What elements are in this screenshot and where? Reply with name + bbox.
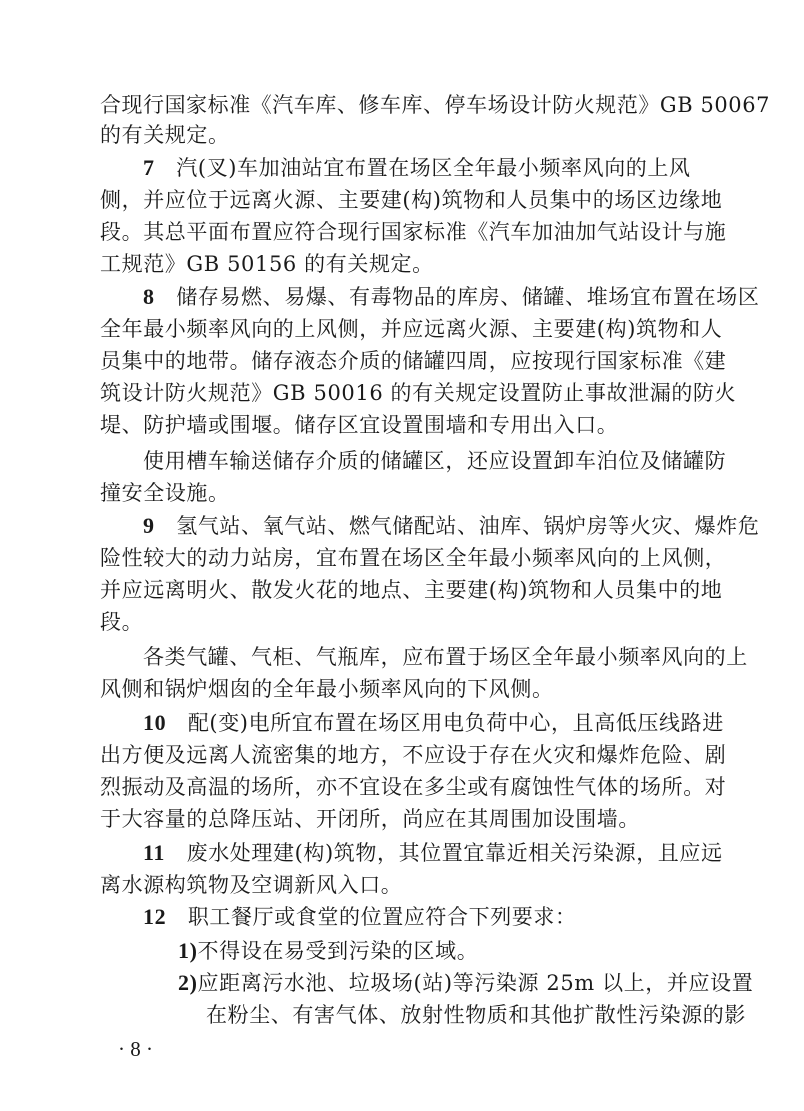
text-line: 的有关规定。 [100,123,230,147]
text-line: 各类气罐、气柜、气瓶库，应布置于场区全年最小频率风向的上 [143,645,748,669]
text-line: 全年最小频率风向的上风侧，并应远离火源、主要建(构)筑物和人 [100,317,723,341]
text-line: 筑设计防火规范》GB 50016 的有关规定设置防止事故泄漏的防火 [100,381,737,405]
text-line: 在粉尘、有害气体、放射性物质和其他扩散性污染源的影 [206,1003,746,1027]
text-line: 使用槽车输送储存介质的储罐区，还应设置卸车泊位及储罐防 [143,449,727,473]
text-line: 段。其总平面布置应符合现行国家标准《汽车加油加气站设计与施 [100,220,727,244]
text-line: 险性较大的动力站房，宜布置在场区全年最小频率风向的上风侧， [100,546,727,570]
text-line: 工规范》GB 50156 的有关规定。 [100,252,434,276]
text-line: 风侧和锅炉烟囱的全年最小频率风向的下风侧。 [100,677,554,701]
clause-11: 11 废水处理建(构)筑物，其位置宜靠近相关污染源，且应远 [143,840,723,865]
text-line: 段。 [100,610,144,634]
text-line: 员集中的地带。储存液态介质的储罐四周，应按现行国家标准《建 [100,349,727,373]
text-line: 并应远离明火、散发火花的地点、主要建(构)筑物和人员集中的地 [100,578,723,602]
text-line: 烈振动及高温的场所，亦不宜设在多尘或有腐蚀性气体的场所。对 [100,775,727,799]
list-item: 2)应距离污水池、垃圾场(站)等污染源 25m 以上，并应设置 [178,970,754,995]
clause-12: 12 职工餐厅或食堂的位置应符合下列要求： [143,904,577,929]
page-number: · 8 · [118,1037,153,1061]
clause-9: 9 氢气站、氧气站、燃气储配站、油库、锅炉房等火灾、爆炸危 [143,513,760,538]
clause-8: 8 储存易燃、易爆、有毒物品的库房、储罐、堆场宜布置在场区 [143,284,760,309]
clause-10: 10 配(变)电所宜布置在场区用电负荷中心，且高低压线路进 [143,710,724,735]
text-line: 堤、防护墙或围堰。储存区宜设置围墙和专用出入口。 [100,413,619,437]
list-item: 1)不得设在易受到污染的区域。 [178,938,479,963]
clause-7: 7 汽(叉)车加油站宜布置在场区全年最小频率风向的上风 [143,155,691,180]
text-line: 撞安全设施。 [100,481,230,505]
text-line: 合现行国家标准《汽车库、修车库、停车场设计防火规范》GB 50067 [100,93,771,117]
text-line: 侧，并应位于远离火源、主要建(构)筑物和人员集中的场区边缘地 [100,188,723,212]
text-line: 于大容量的总降压站、开闭所，尚应在其周围加设围墙。 [100,807,640,831]
text-line: 离水源构筑物及空调新风入口。 [100,873,403,897]
text-line: 出方便及远离人流密集的地方，不应设于存在火灾和爆炸危险、剧 [100,743,727,767]
